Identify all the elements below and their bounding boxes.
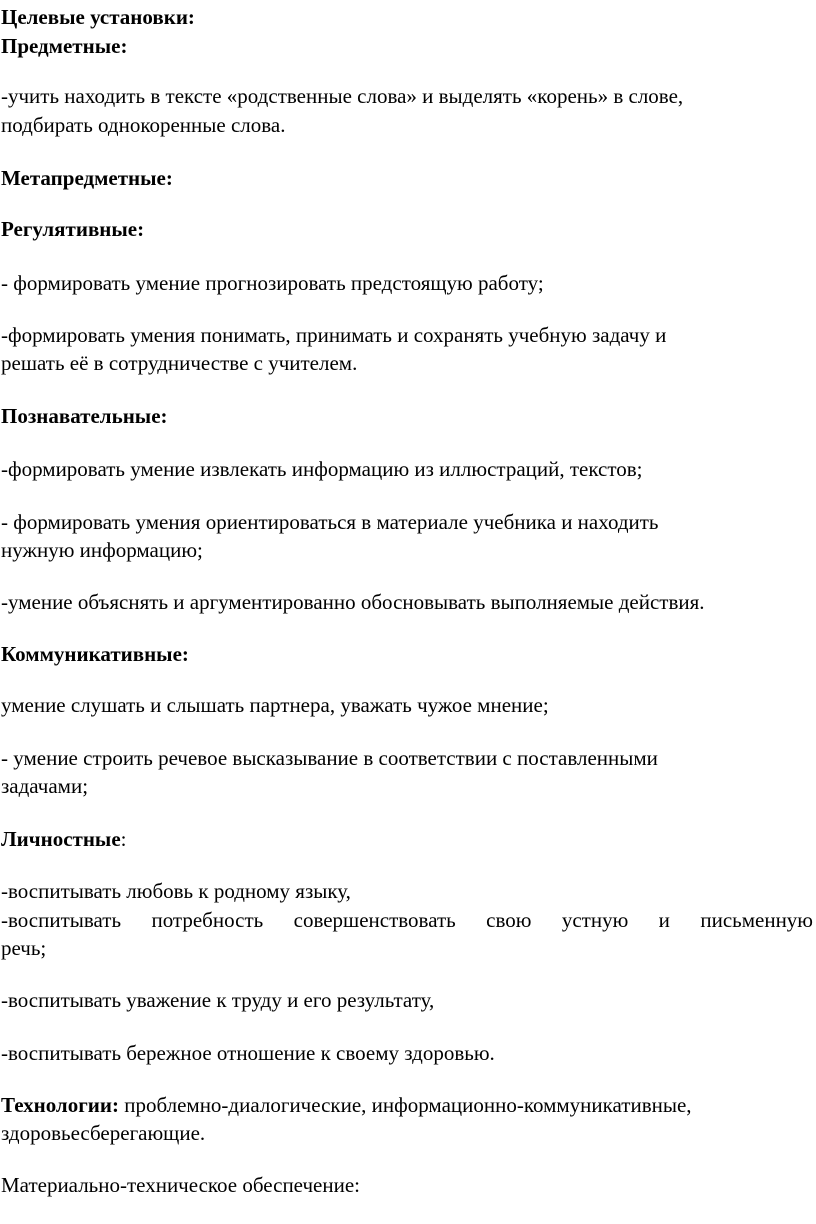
regulatory-item-1: - формировать умение прогнозировать предстоящую работу;	[1, 271, 544, 295]
personal-item-4: -воспитывать бережное отношение к своему здоровью.	[1, 1041, 495, 1065]
materials-heading: Материально-техническое обеспечение:	[1, 1173, 360, 1197]
heading-cognitive: Познавательные:	[1, 404, 168, 428]
heading-personal-line	[1, 826, 127, 853]
heading-regulatory: Регулятивные:	[1, 217, 145, 241]
heading-subject: Предметные:	[1, 34, 128, 58]
personal-item-3: -воспитывать уважение к труду и его результату,	[1, 988, 435, 1012]
technologies-label: Технологии:	[1, 1093, 119, 1117]
technologies-line-1	[1, 1092, 692, 1119]
heading-personal: Личностные	[1, 827, 121, 851]
regulatory-item-2-line-2: решать её в сотрудничестве с учителем.	[1, 351, 358, 375]
subject-line-2: подбирать однокоренные слова.	[1, 113, 286, 137]
cognitive-item-2-line-2: нужную информацию;	[1, 538, 203, 562]
technologies-line-2: здоровьесберегающие.	[1, 1121, 206, 1145]
communicative-item-2-line-2: задачами;	[1, 774, 89, 798]
heading-personal-colon: :	[120, 827, 127, 851]
heading-goals: Целевые установки:	[1, 5, 195, 29]
personal-item-1: -воспитывать любовь к родному языку,	[1, 879, 351, 903]
communicative-item-2-line-1: - умение строить речевое высказывание в соответствии с поставленными	[1, 746, 658, 770]
communicative-item-1: умение слушать и слышать партнера, уважать чужое мнение;	[1, 693, 549, 717]
technologies-text-1: проблемно-диалогические, информационно-коммуникативные,	[118, 1093, 692, 1117]
regulatory-item-2-line-1: -формировать умения понимать, принимать и сохранять учебную задачу и	[1, 323, 667, 347]
cognitive-item-1: -формировать умение извлекать информацию из иллюстраций, текстов;	[1, 457, 643, 481]
personal-item-2-line-2: речь;	[1, 936, 47, 960]
subject-line-1: -учить находить в тексте «родственные слова» и выделять «корень» в слове,	[1, 84, 684, 108]
heading-meta: Метапредметные:	[1, 166, 173, 190]
cognitive-item-3: -умение объяснять и аргументированно обосновывать выполняемые действия.	[1, 590, 705, 614]
heading-communicative: Коммуникативные:	[1, 642, 189, 666]
personal-item-2-line-1: -воспитывать потребность совершенствовать свою устную и письменную	[1, 908, 813, 932]
cognitive-item-2-line-1: - формировать умения ориентироваться в материале учебника и находить	[1, 510, 659, 534]
